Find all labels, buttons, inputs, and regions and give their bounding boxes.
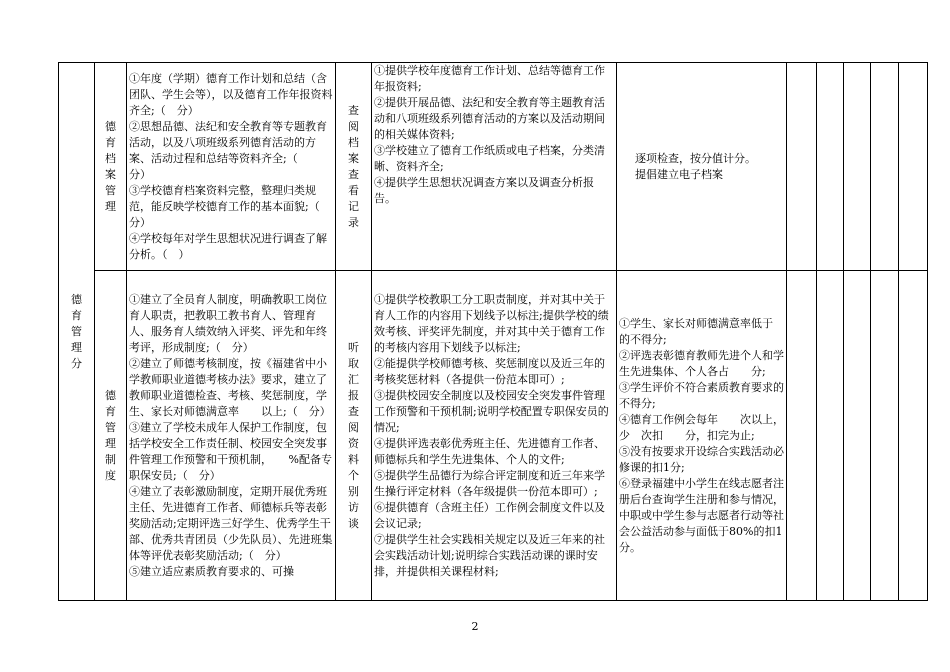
materials-cell: ①提供学校教职工分工职责制度，并对其中关于育人工作的内容用下划线予以标注;提供学校的绩效考核、评奖评先制度，并对其中关于德育工作的考核内容用下划线予以标注; ②能提供学校师德考核、奖惩制度以及近三年的考核奖惩材料（各提供一份范本即可）; ③提供校园安全制度以及校园安全突发事件管理工作预警和干预机制;说明学校配置专职保安员的情况; ④提供评选表彰优秀班主任、先进德育工作者、师德标兵和学生先进集体、个人的文件; ⑤提供学生品德行为综合评定制度和近三年来学生操行评定材料（各年级提供一份范本即可）; ⑥提供德育（含班主任）工作例会制度文件以及会议记录; ⑦提供学生社会实践相关规定以及近三年来的社会实践活动计划;说明综合实践活动课的课时安排，并提供相关课程材料;: [372, 271, 617, 601]
method-label: 听取汇报查阅资料个别访谈: [348, 340, 359, 530]
materials-cell: ①提供学校年度德育工作计划、总结等德育工作年报资料; ②提供开展品德、法纪和安全教育等主题教育活动和八项班级系列德育活动的方案以及活动期间的相关媒体资料; ③学校建立了德育工作纸质或电子档案，分类清晰、资料齐全; ④提供学生思想状况调查方案以及调查分析报告。: [372, 63, 617, 271]
standard-cell: ①年度（学期）德育工作计划和总结（含团队、学生会等），以及德育工作年报资料齐全;（ 分） ②思想品德、法纪和安全教育等专题教育活动，以及八项班级系列德育活动的方案、活动过程和总结等资料齐全;（ 分） ③学校德育档案资料完整，整理归类规范，能反映学校德育工作的基本面貌;（ 分） ④学校每年对学生思想状况进行调查了解分析。（ ）: [127, 63, 336, 271]
table-row: [59, 271, 928, 601]
empty-cell: [899, 63, 928, 271]
empty-cell: [787, 63, 817, 271]
table-row: [59, 63, 928, 271]
method-cell: [336, 63, 372, 271]
scoring-cell: 逐项检查，按分值计分。 提倡建立电子档案: [617, 63, 787, 271]
scoring-cell: ①学生、家长对师德满意率低于 的不得分; ②评选表彰德育教师先进个人和学生先进集体、个人各占 分; ③学生评价不符合素质教育要求的不得分; ④德育工作例会每年 次以上，少 次扣 分，扣完为止; ⑤没有按要求开设综合实践活动必修课的扣1分; ⑥登录福建中小学生在线志愿者注册后台查询学生注册和参与情况，中职或中学生参与志愿者行动等社会公益活动参与面低于80%的扣1分。: [617, 271, 787, 601]
method-cell: [336, 271, 372, 601]
empty-cell: [844, 271, 871, 601]
empty-cell: [817, 63, 844, 271]
empty-cell: [817, 271, 844, 601]
method-label: 查阅档案查看记录: [348, 103, 359, 229]
item-cell: [95, 271, 127, 601]
page-number: 2: [471, 620, 479, 633]
section-cell: [59, 63, 95, 601]
empty-cell: [871, 63, 899, 271]
item-label: 德育管理制度: [105, 388, 116, 482]
empty-cell: [899, 271, 928, 601]
evaluation-table: [58, 62, 928, 601]
empty-cell: [844, 63, 871, 271]
empty-cell: [871, 271, 899, 601]
section-label: 德育管理分: [71, 292, 82, 370]
standard-cell: ①建立了全员育人制度，明确教职工岗位育人职责，把教职工教书育人、管理育人、服务育人绩效纳入评奖、评先和年终考评，形成制度;（ 分） ②建立了师德考核制度，按《福建省中小学教师职业道德考核办法》要求，建立了教师职业道德检查、考核、奖惩制度，学生、家长对师德满意率 以上;（ 分） ③建立了学校未成年人保护工作制度，包括学校安全工作责任制、校园安全突发事件管理工作预警和干预机制， %配备专职保安员;（ 分） ④建立了表彰激励制度，定期开展优秀班主任、先进德育工作者、师德标兵等表彰奖励活动;定期评选三好学生、优秀学生干部、优秀共青团员（少先队员）、先进班集体等评优表彰奖励活动;（ 分） ⑤建立适应素质教育要求的、可操: [127, 271, 336, 601]
item-cell: [95, 63, 127, 271]
item-label: 德育档案管理: [105, 119, 116, 213]
